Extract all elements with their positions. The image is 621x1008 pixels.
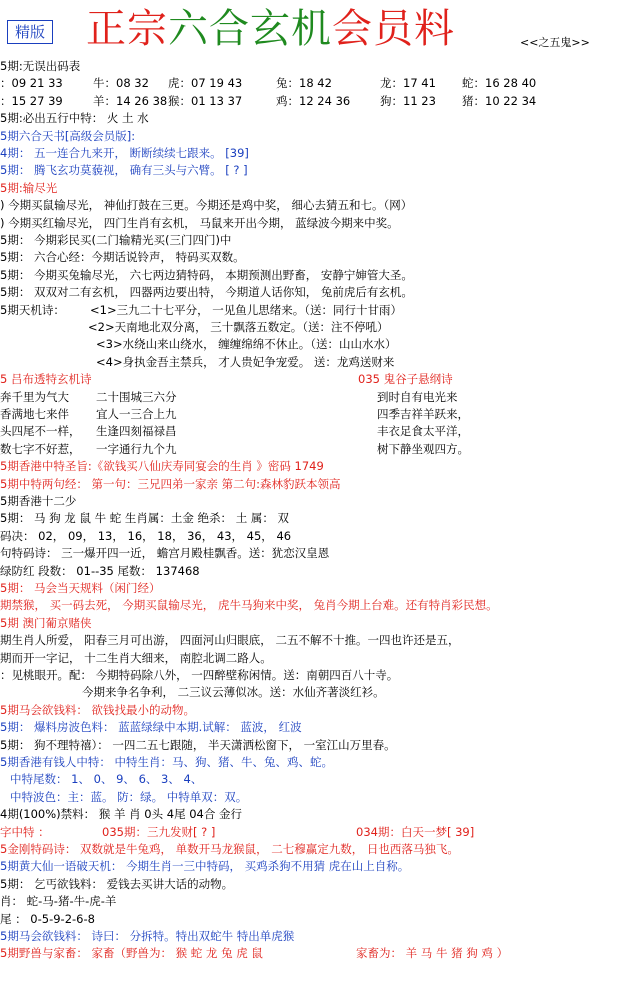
- content-line: [0, 162, 621, 179]
- line-text: 5期中特两句经： 第一句：三兄四弟一家亲 第二句:森林豹跃本领高: [0, 476, 341, 491]
- content-line: [0, 928, 621, 945]
- content-line: [0, 249, 621, 266]
- line-text: 期而开一字记， 十二生肖大细来， 南腔北调二路人。: [0, 650, 272, 665]
- content-line: [0, 197, 621, 214]
- line-text: 5期天机诗：: [0, 302, 65, 317]
- content-line: [0, 215, 621, 232]
- line-text: 034期：白天一梦[ 39]: [356, 824, 475, 839]
- line-text: 5期:输尽光: [0, 180, 58, 195]
- line-text: 一字通行九个九: [96, 441, 177, 456]
- line-text: 羊：14 26 38: [93, 93, 168, 108]
- line-text: 生逢四刻福禄昌: [96, 424, 177, 439]
- line-text: 5期香港十二少: [0, 494, 77, 508]
- line-text: ：09 21 33: [0, 76, 63, 91]
- content-line: [0, 806, 621, 823]
- line-text: 丰衣足食太平洋，: [377, 424, 469, 439]
- content-line: [0, 93, 621, 110]
- content-line: [0, 145, 621, 162]
- line-text: ：见桃眼开。配： 今期特码除八外， 一四醉壁称闲情。送：南朝四百八十寺。: [0, 668, 399, 682]
- content-line: [0, 458, 621, 475]
- line-text: 句特码诗： 三一爆开四一近， 蟾宫月殿桂飘香。送：犹恋汉皇恩: [0, 546, 330, 561]
- line-text: 期禁猴， 买一码去死， 今期买鼠输尽光， 虎牛马狗来中奖， 兔肖今期上台难。还有特肖彩民想。: [0, 598, 498, 613]
- line-text: 中特波色：主：蓝。 防：绿。 中特单双：双。: [10, 789, 248, 804]
- line-text: 4期(100%)禁料： 猴 羊 肖 0头 4尾 04合 金行: [0, 807, 243, 822]
- content-line: [0, 684, 621, 701]
- content-line: [0, 702, 621, 719]
- content-line: [0, 580, 621, 597]
- line-text: 狗：11 23: [380, 93, 436, 108]
- line-text: 5期： 双双对二有玄机， 四器两边要出特， 今期道人话你知， 兔前虎后有玄机。: [0, 285, 413, 300]
- line-text: 5期： 狗不理特禧）： 一四二五七跟随， 半天潇洒松窗下， 一室江山万里春。: [0, 737, 396, 752]
- line-text: 035期：三九发财[ ? ]: [102, 824, 216, 839]
- line-text: 5期： 六合心经：今期话说铃声， 特码买双数。: [0, 250, 245, 265]
- line-text: 5期： 马 狗 龙 鼠 牛 蛇 生肖属：土金 绝杀： 土 属： 双: [0, 511, 290, 526]
- content-line: [0, 650, 621, 667]
- line-text: 5期马会欲钱料： 欲钱找最小的动物。: [0, 702, 195, 717]
- content-line: [0, 893, 621, 910]
- line-text: <1>三九二十七平分， 一见鱼儿思绪来。（送：同行十甘雨）: [90, 302, 402, 317]
- line-text: 5期六合天书[高级会员版]:: [0, 128, 136, 143]
- content-line: [0, 267, 621, 284]
- content-line: [0, 719, 621, 736]
- line-text: 5金刚特码诗： 双数就是牛兔鸡， 单数开马龙猴鼠， 二七穆赢定九数， 日也西落马独飞。: [0, 842, 459, 856]
- content-line: [0, 876, 621, 893]
- line-text: 家畜为： 羊 马 牛 猪 狗 鸡 ）: [356, 946, 509, 961]
- line-text: 牛：08 32: [93, 76, 149, 91]
- content-line: [0, 110, 621, 127]
- line-text: 今期来争名争利， 二三议云薄似冰。送：水仙齐著淡红衫。: [82, 685, 385, 700]
- line-text: 5期： 马会当天规料（闲门经）: [0, 581, 161, 595]
- title-part: 玄机: [250, 6, 332, 52]
- line-text: 绿防红 段数： 01--35 尾数： 137468: [0, 563, 200, 578]
- line-text: 头四尾不一样，: [0, 424, 81, 439]
- content-line: [0, 597, 621, 614]
- content-line: [0, 284, 621, 301]
- line-text: <3>水绕山来山绕水， 缠缠绵绵不休止。（送：山山水水）: [96, 337, 397, 352]
- line-text: 二十围城三六分: [96, 389, 177, 404]
- line-text: 5期香港中特圣旨:《欲钱买八仙庆寿同宴会的生肖 》密码 1749: [0, 459, 324, 474]
- line-text: 5期： 乞丐欲钱料： 爱钱去买讲大话的动物。: [0, 876, 234, 891]
- content-line: [0, 336, 621, 353]
- line-text: 中特尾数： 1、 0、 9、 6、 3、 4、: [10, 772, 203, 787]
- content-line: [0, 510, 621, 527]
- line-text: 到时自有电光来: [377, 389, 458, 404]
- content-line: [0, 75, 621, 92]
- content-line: [0, 354, 621, 371]
- page-title: [86, 5, 455, 53]
- line-text: 数七字不好惹，: [0, 441, 81, 456]
- line-text: 虎：07 19 43: [168, 76, 243, 91]
- line-text: 奔千里为气大: [0, 389, 69, 404]
- title-part: 六合: [168, 6, 250, 52]
- line-text: 肖： 蛇-马-猪-牛-虎-羊: [0, 894, 117, 909]
- content-line: [0, 58, 621, 75]
- content-line: [0, 319, 621, 336]
- line-text: 5期： 今期买兔输尽光， 六七两边猜特码， 本期预测出野畜， 安静宁婶管大圣。: [0, 267, 413, 282]
- line-text: 四季吉祥羊跃来，: [377, 407, 469, 421]
- line-text: ) 今期买红输尽光， 四门生肖有玄机， 马鼠来开出今期， 蓝绿波今期来中奖。: [0, 215, 399, 230]
- content-line: [0, 911, 621, 928]
- line-text: 香满地七来伴: [0, 407, 69, 421]
- line-text: 5期： 腾飞玄功莫藐视， 确有三头与六臂。 [ ? ]: [0, 163, 248, 178]
- content-line: [0, 406, 621, 423]
- content-line: [0, 371, 621, 388]
- content-line: [0, 545, 621, 562]
- content-line: [0, 858, 621, 875]
- line-text: 猴：01 13 37: [168, 93, 243, 108]
- line-text: 尾 ： 0-5-9-2-6-8: [0, 911, 95, 926]
- content-line: [0, 563, 621, 580]
- content-line: [0, 824, 621, 841]
- line-text: 5期： 爆料房波色料： 蓝蓝绿绿中本期.试解： 蓝波， 红波: [0, 720, 302, 735]
- line-text: 5 吕布透特玄机诗: [0, 372, 92, 387]
- title-part: 会员料: [332, 6, 455, 52]
- line-text: ：15 27 39: [0, 93, 63, 108]
- line-text: 035 鬼谷子悬纲诗: [358, 372, 453, 387]
- content-line: [0, 493, 621, 510]
- content-line: [0, 615, 621, 632]
- line-text: 蛇：16 28 40: [462, 76, 537, 91]
- line-text: 5期 澳门葡京赌侠: [0, 615, 92, 630]
- line-text: 5期:无误出码表: [0, 59, 81, 73]
- line-text: 码决： 02， 09， 13， 16， 18， 36， 43， 45， 46: [0, 528, 292, 543]
- content-line: [0, 476, 621, 493]
- content-line: [0, 841, 621, 858]
- content-line: [0, 180, 621, 197]
- line-text: 5期： 今期彩民买(二门输精光买(三门四门)中: [0, 233, 232, 247]
- line-text: 宜人一三合上九: [96, 407, 177, 421]
- content-line: [0, 754, 621, 771]
- line-text: 5期香港有钱人中特： 中特生肖：马、狗、猪、牛、兔、鸡、蛇。: [0, 755, 333, 769]
- content-line: [0, 667, 621, 684]
- line-text: 猪：10 22 34: [462, 93, 537, 108]
- line-text: 鸡：12 24 36: [276, 93, 351, 108]
- content-line: [0, 302, 621, 319]
- page-header: [0, 0, 621, 58]
- content-line: [0, 771, 621, 788]
- content-line: [0, 389, 621, 406]
- line-text: 5期马会欲钱料： 诗曰： 分拆特。特出双蛇牛 特出单虎猴: [0, 929, 295, 943]
- line-text: 4期： 五一连合九来开， 断断续续七跟来。 [39]: [0, 146, 249, 160]
- content-line: [0, 128, 621, 145]
- content-line: [0, 528, 621, 545]
- line-text: 龙：17 41: [380, 76, 436, 91]
- content-line: [0, 789, 621, 806]
- content-line: [0, 441, 621, 458]
- line-text: 5期野兽与家畜： 家畜（野兽为： 猴 蛇 龙 兔 虎 鼠: [0, 946, 263, 961]
- line-text: 5期黄大仙一语破天机： 今期生肖一三中特码， 买鸡杀狗不用猜 虎在山上自称。: [0, 859, 410, 874]
- content-line: [0, 945, 621, 962]
- content-line: [0, 737, 621, 754]
- edition-badge: 精版: [7, 20, 53, 44]
- content-line: [0, 632, 621, 649]
- author-tag: <<之五鬼>>: [520, 36, 590, 49]
- line-text: 兔：18 42: [276, 76, 332, 91]
- line-text: 期生肖人所爱， 阳春三月可出游， 四面河山归眼底， 二五不解不十推。一四也许还是五，: [0, 633, 460, 648]
- line-text: 树下静坐观四方。: [377, 441, 469, 456]
- content-line: [0, 423, 621, 440]
- line-text: ) 今期买鼠输尽光， 神仙打鼓在三更。今期还是鸡中奖， 细心去猜五和七。（网）: [0, 198, 413, 213]
- line-text: <4>身执金吾主禁兵， 才人贵妃争宠爱。 送：龙鸡送财来: [96, 354, 395, 369]
- content-line: [0, 232, 621, 249]
- line-text: <2>天南地北双分离， 三十飘落五数定。（送：注不停吼）: [88, 320, 389, 334]
- line-text: 字中特 ：: [0, 824, 50, 839]
- title-part: 正宗: [86, 6, 168, 52]
- line-text: 5期:必出五行中特： 火 土 水: [0, 111, 149, 126]
